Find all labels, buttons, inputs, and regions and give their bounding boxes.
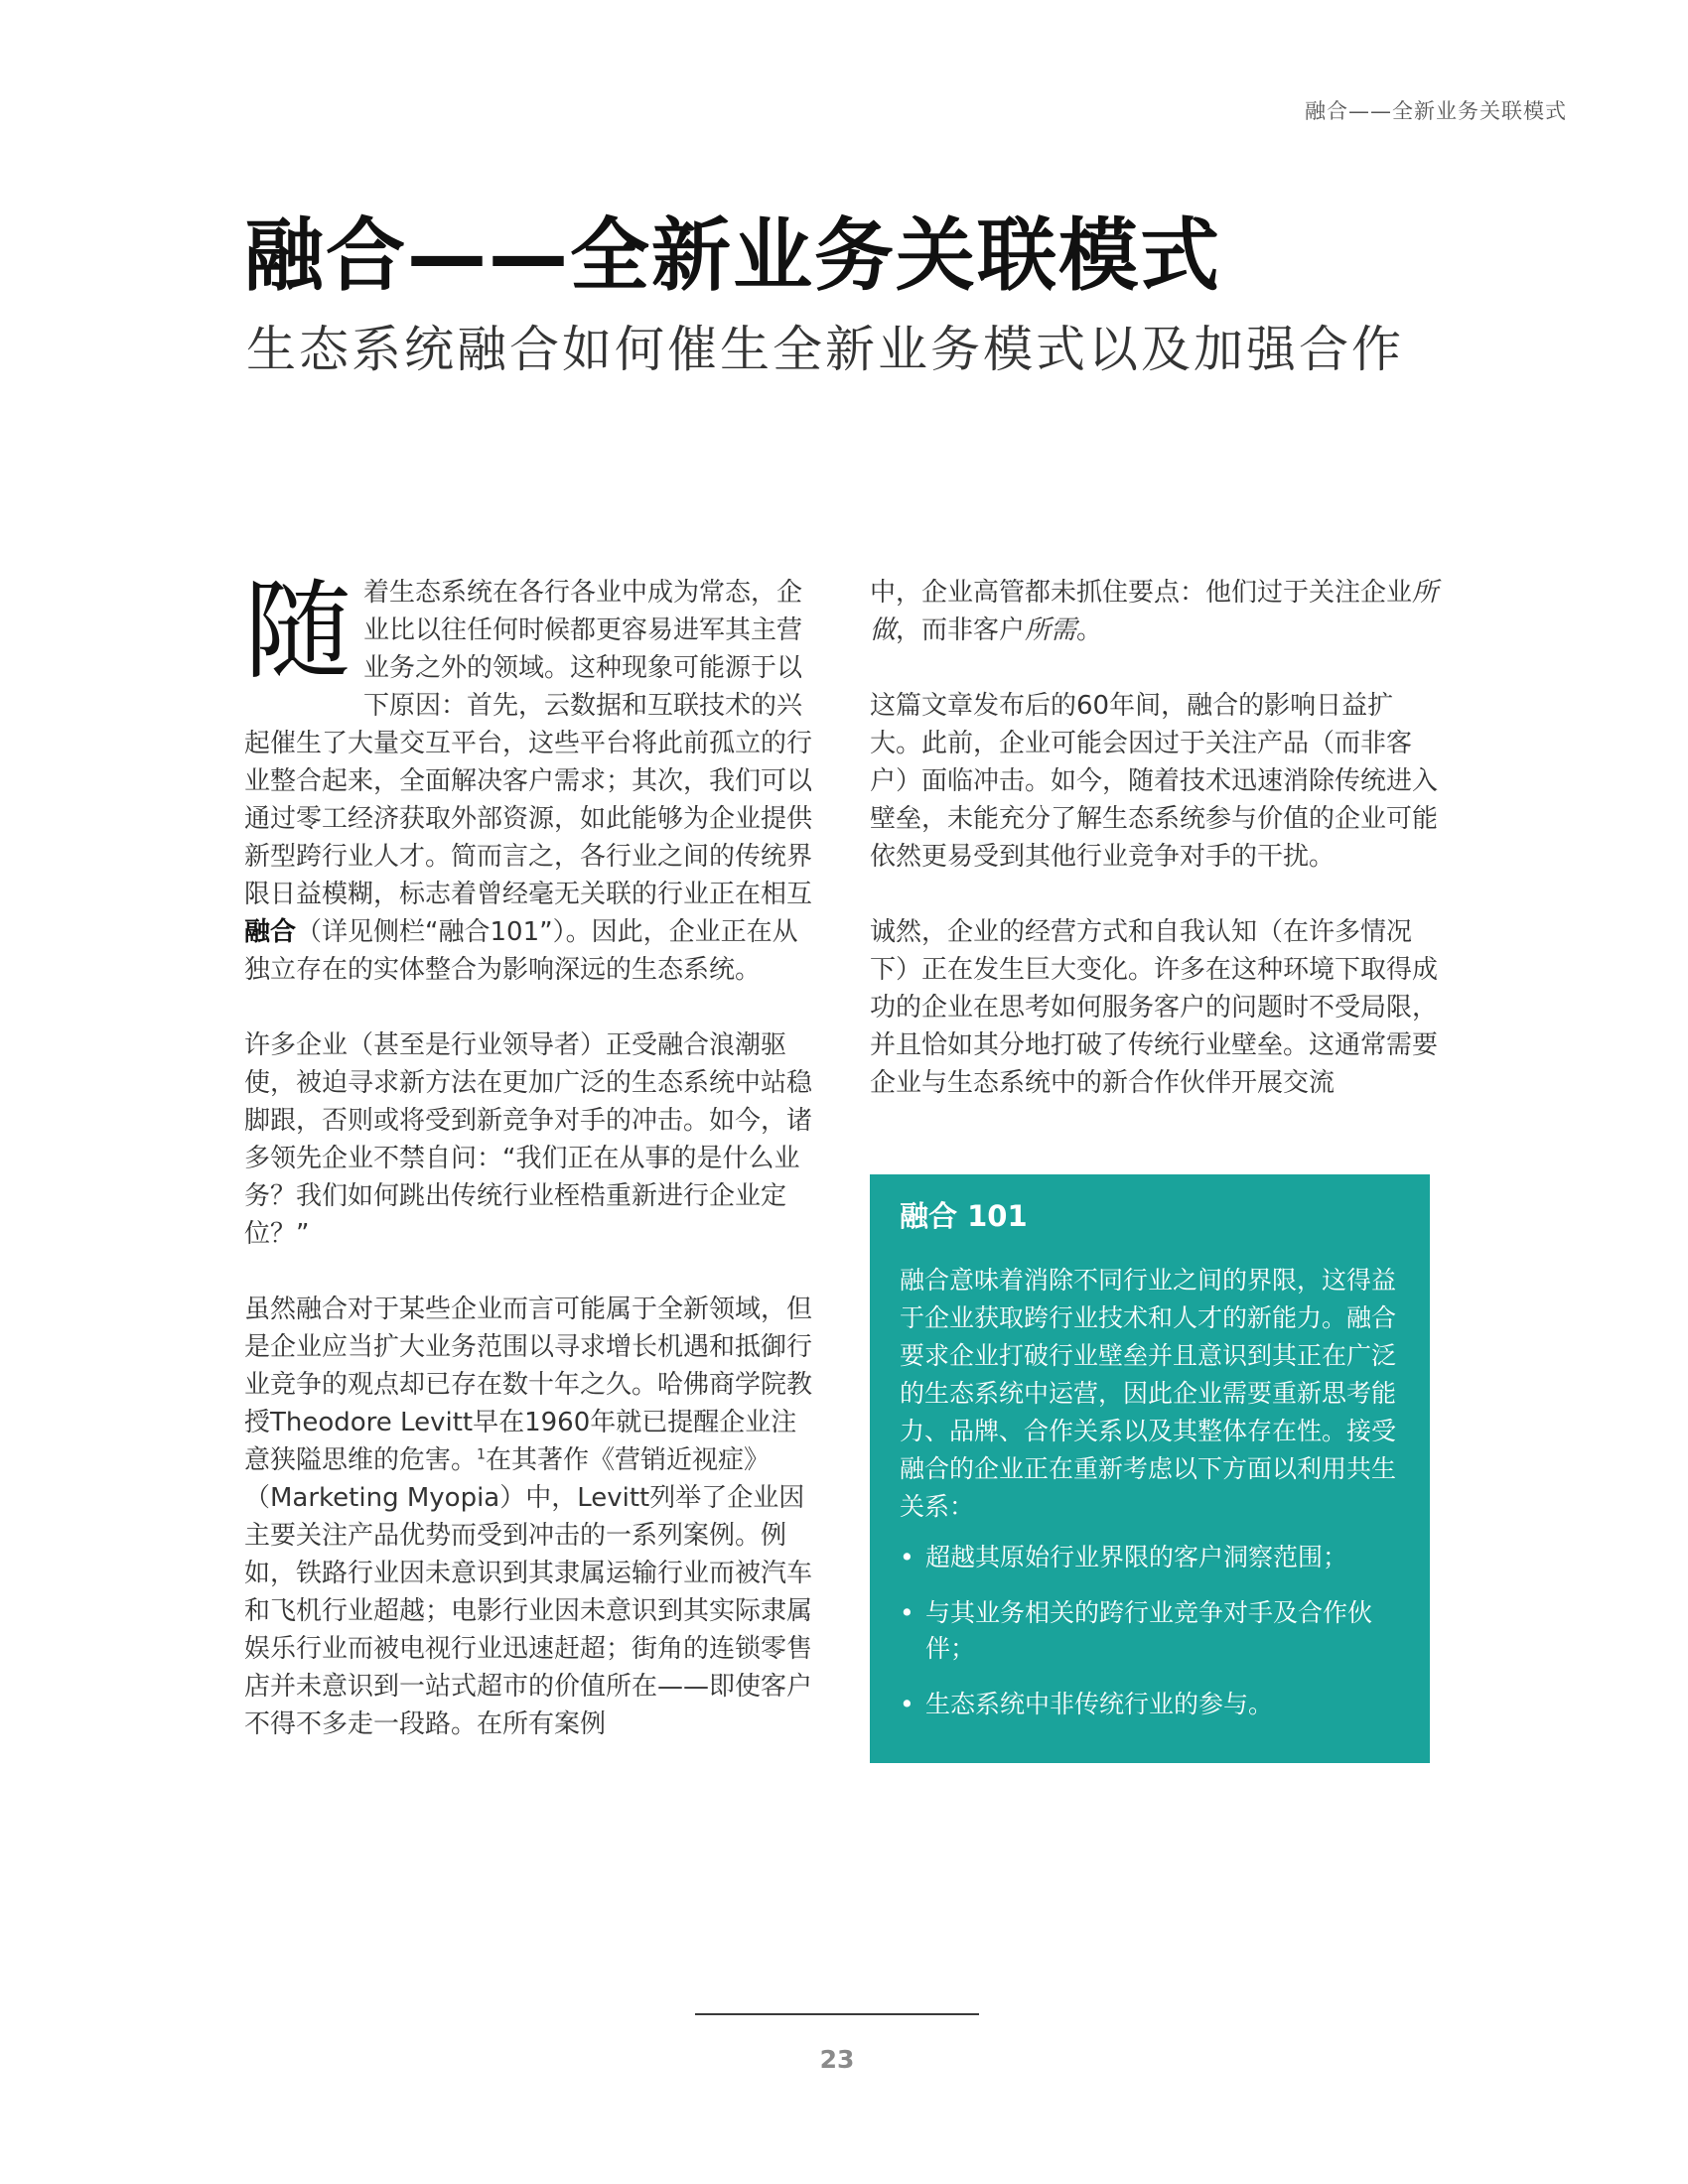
- page-number: 23: [819, 2045, 855, 2074]
- paragraph-text: 。: [1076, 615, 1103, 645]
- sidebar-convergence-101: [870, 1174, 1430, 1763]
- list-item: [900, 1540, 1400, 1575]
- list-item-text: 与其业务相关的跨行业竞争对手及合作伙伴；: [925, 1598, 1373, 1663]
- page-title: 融合——全新业务关联模式: [244, 209, 1221, 302]
- paragraph-text: 中，企业高管都未抓住要点：他们过于关注企业: [870, 578, 1413, 608]
- bold-term: 融合: [244, 917, 297, 947]
- sidebar-text: 融合意味着消除不同行业之间的界限，这得益于企业获取跨行业技术和人才的新能力。融合要求企业打破行业壁垒并且意识到其正在广泛的生态系统中运营，因此企业需要重新思考能力、品牌、合作关系以及其整体存在性。接受融合的企业正在重新考虑以下方面以利用共生关系：: [900, 1266, 1397, 1521]
- drop-cap: 随: [244, 570, 352, 694]
- bullet-icon: •: [900, 1543, 914, 1571]
- bullet-icon: •: [900, 1690, 914, 1718]
- left-column: [244, 570, 813, 1743]
- footer-divider: [695, 2013, 979, 2015]
- list-item-text: 超越其原始行业界限的客户洞察范围；: [925, 1543, 1348, 1571]
- paragraph-text: 着生态系统在各行各业中成为常态，企业比以往任何时候都更容易进军其主营业务之外的领域。这种现象可能源于以下原因：首先，云数据和互联技术的兴起催生了大量交互平台，这些平台将此前孤立的行业整合起来，全面解决客户需求；其次，我们可以通过零工经济获取外部资源，如此能够为企业提供新型跨行业人才。简而言之，各行业之间的传统界限日益模糊，标志着曾经毫无关联的行业正在相互: [244, 578, 813, 909]
- paragraph-text: 虽然融合对于某些企业而言可能属于全新领域，但是企业应当扩大业务范围以寻求增长机遇和抵御行业竞争的观点却已存在数十年之久。哈佛商学院教授Theodore Levitt早在1960年就已提醒企业注意狭隘思维的危害。: [244, 1295, 813, 1475]
- list-item-text: 生态系统中非传统行业的参与。: [925, 1690, 1274, 1718]
- running-header: 融合——全新业务关联模式: [1305, 99, 1567, 123]
- paragraph-levitt: [244, 1291, 812, 1743]
- paragraph-continuation: [870, 574, 1441, 649]
- bullet-icon: •: [900, 1598, 914, 1627]
- list-item: [900, 1687, 1400, 1722]
- paragraph-text: （详见侧栏“融合101”）。因此，企业正在从独立存在的实体整合为影响深远的生态系统。: [244, 917, 798, 985]
- paragraph-intro: [244, 570, 813, 989]
- page-subtitle: 生态系统融合如何催生全新业务模式以及加强合作: [246, 321, 1404, 378]
- list-item: [900, 1595, 1400, 1667]
- paragraph-text: ，而非客户: [896, 615, 1026, 645]
- paragraph-impact: 这篇文章发布后的60年间，融合的影响日益扩大。此前，企业可能会因过于关注产品（而非客户）面临冲击。如今，随着技术迅速消除传统进入壁垒，未能充分了解生态系统参与价值的企业可能依然更易受到其他行业竞争对手的干扰。: [870, 691, 1439, 872]
- paragraph-change: 诚然，企业的经营方式和自我认知（在许多情况下）正在发生巨大变化。许多在这种环境下取得成功的企业在思考如何服务客户的问题时不受局限，并且恰如其分地打破了传统行业壁垒。这通常需要企业与生态系统中的新合作伙伴开展交流: [870, 917, 1439, 1098]
- paragraph-question: 许多企业（甚至是行业领导者）正受融合浪潮驱使，被迫寻求新方法在更加广泛的生态系统中站稳脚跟，否则或将受到新竞争对手的冲击。如今，诸多领先企业不禁自问：“我们正在从事的是什么业务？我们如何跳出传统行业桎梏重新进行企业定位？”: [244, 1030, 813, 1249]
- italic-term: 所做: [870, 578, 1439, 645]
- sidebar-title: 融合 101: [900, 1199, 1028, 1233]
- paragraph-text: 在其著作《营销近视症》（Marketing Myopia）中，Levitt列举了企业因主要关注产品优势而受到冲击的一系列案例。例如，铁路行业因未意识到其隶属运输行业而被汽车和飞机行业超越；电影行业因未意识到其实际隶属娱乐行业而被电视行业迅速赶超；街角的连锁零售店并未意识到一站式超市的价值所在——即使客户不得不多走一段路。在所有案例: [244, 1445, 813, 1739]
- italic-term: 所需: [1025, 615, 1077, 645]
- right-column: [870, 574, 1441, 1102]
- footnote-marker: 1: [477, 1446, 486, 1463]
- sidebar-bullet-list: [900, 1540, 1400, 1722]
